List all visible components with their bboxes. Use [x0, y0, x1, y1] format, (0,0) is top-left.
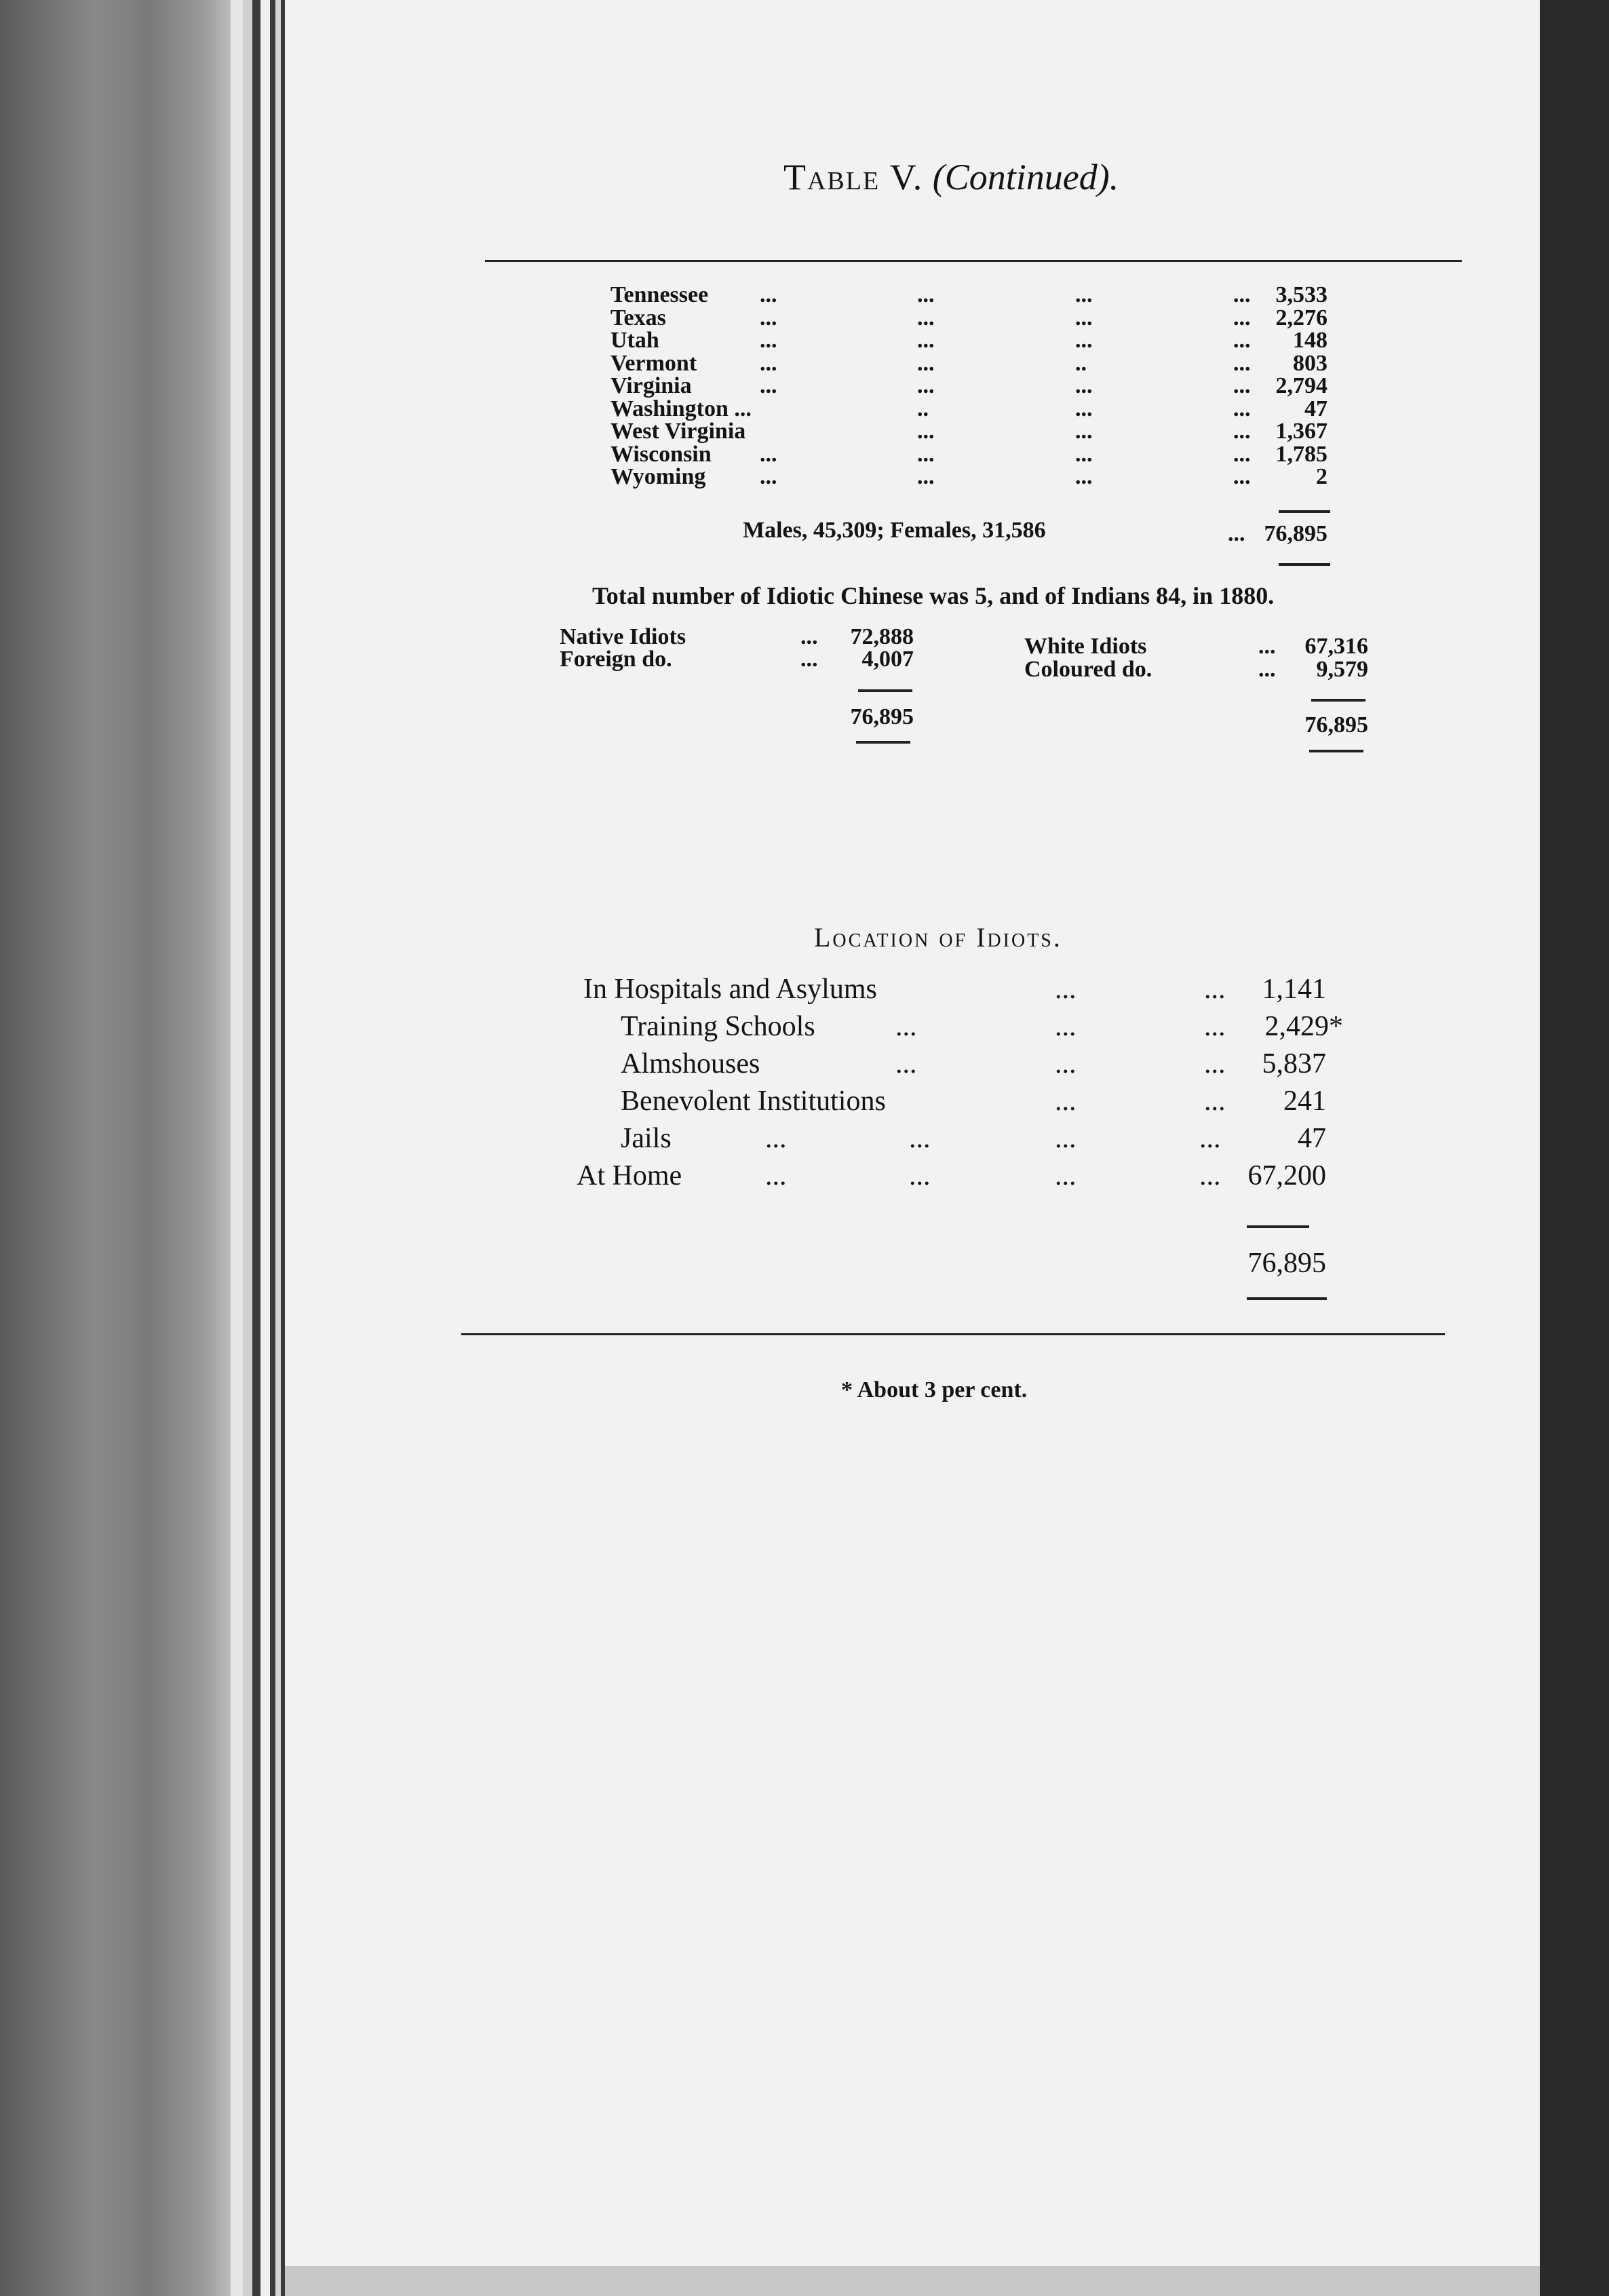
race-value: 9,579 [1316, 657, 1368, 682]
nativity-value: 4,007 [861, 647, 914, 672]
state-name: Utah [610, 328, 659, 353]
leader-dots: ... [1233, 396, 1251, 421]
title-prefix: Table V. [783, 157, 924, 197]
leader-dots: ... [1233, 419, 1251, 444]
location-label: At Home [577, 1160, 682, 1191]
leader-dots: ... [1075, 373, 1093, 398]
location-value: 67,200 [1247, 1160, 1326, 1191]
location-heading: Location of Idiots. [814, 922, 1062, 953]
leader-dots: ... [1204, 974, 1226, 1005]
leader-dots: ... [895, 1011, 917, 1042]
leader-dots: ... [917, 350, 935, 376]
leader-dots: ... [1055, 1123, 1077, 1154]
leader-dots: ... [895, 1048, 917, 1079]
sex-totals-label: Males, 45,309; Females, 31,586 [743, 518, 1046, 543]
leader-dots: ... [1233, 373, 1251, 398]
leader-dots: ... [917, 373, 935, 398]
leader-dots: ... [760, 350, 777, 376]
location-value: 1,141 [1262, 974, 1326, 1005]
book-spine [0, 0, 251, 2296]
page-bottom-edge [285, 2266, 1540, 2296]
leader-dots: ... [1233, 305, 1251, 330]
sum-rule [1279, 510, 1330, 513]
location-value: 5,837 [1262, 1048, 1326, 1079]
leader-dots: ... [765, 1123, 787, 1154]
race-label: Coloured do. [1024, 657, 1152, 682]
leader-dots: ... [760, 464, 777, 489]
leader-dots: .. [1075, 350, 1087, 376]
top-rule [485, 260, 1462, 262]
leader-dots: ... [1055, 974, 1077, 1005]
state-value: 803 [1293, 350, 1327, 376]
leader-dots: ... [1075, 305, 1093, 330]
race-total: 76,895 [1304, 712, 1368, 738]
leader-dots: ... [1055, 1160, 1077, 1191]
leader-dots: ... [1204, 1048, 1226, 1079]
nativity-dots: ... [800, 647, 818, 672]
nativity-value: 72,888 [850, 624, 914, 649]
leader-dots: ... [1233, 464, 1251, 489]
sum-rule [1309, 750, 1363, 752]
state-value: 2 [1316, 464, 1327, 489]
sum-rule [858, 689, 912, 692]
leader-dots: ... [917, 441, 935, 467]
sum-rule [1247, 1297, 1327, 1300]
leader-dots: ... [1075, 419, 1093, 444]
location-label: Almshouses [621, 1048, 760, 1079]
leader-dots: ... [760, 373, 777, 398]
location-value: 2,429* [1264, 1011, 1343, 1042]
page-title [0, 156, 1609, 198]
leader-dots: .. [917, 396, 929, 421]
leader-dots: ... [1233, 441, 1251, 467]
state-name: Wisconsin [610, 441, 712, 467]
leader-dots: ... [909, 1160, 931, 1191]
sum-rule [1311, 699, 1365, 702]
leader-dots: ... [917, 282, 935, 307]
race-dots: ... [1258, 634, 1276, 659]
state-value: 3,533 [1275, 282, 1327, 307]
leader-dots: ... [1199, 1160, 1221, 1191]
leader-dots: ... [917, 419, 935, 444]
leader-dots: ... [1199, 1123, 1221, 1154]
leader-dots: ... [917, 305, 935, 330]
leader-dots: ... [917, 328, 935, 353]
nativity-label: Foreign do. [560, 647, 672, 672]
race-label: White Idiots [1024, 634, 1147, 659]
state-value: 2,794 [1275, 373, 1327, 398]
leader-dots: ... [760, 328, 777, 353]
leader-dots: ... [1233, 282, 1251, 307]
nativity-label: Native Idiots [560, 624, 686, 649]
page-edge [260, 0, 270, 2296]
page-edge [275, 0, 281, 2296]
race-value: 67,316 [1304, 634, 1368, 659]
leader-dots: ... [1075, 441, 1093, 467]
leader-dots: ... [1233, 350, 1251, 376]
leader-dots: ... [1075, 464, 1093, 489]
page-edge [231, 0, 243, 2296]
state-name: Wyoming [610, 464, 706, 489]
nativity-total: 76,895 [850, 704, 914, 729]
state-value: 47 [1304, 396, 1327, 421]
leader-dots: ... [1055, 1011, 1077, 1042]
leader-dots: ... [1055, 1048, 1077, 1079]
sum-rule [856, 741, 910, 744]
leader-dots: ... [1204, 1086, 1226, 1117]
bottom-rule [461, 1333, 1445, 1335]
leader-dots: ... [1075, 328, 1093, 353]
sex-totals-value: 76,895 [1264, 521, 1327, 546]
location-label: Benevolent Institutions [621, 1086, 886, 1117]
state-name: Texas [610, 305, 666, 330]
sex-totals-dots: ... [1228, 521, 1245, 546]
state-value: 1,785 [1275, 441, 1327, 467]
state-name: Virginia [610, 373, 692, 398]
leader-dots: ... [917, 464, 935, 489]
state-name: Washington ... [610, 396, 752, 421]
sum-rule [1247, 1225, 1309, 1228]
title-suffix: (Continued). [932, 157, 1119, 197]
leader-dots: ... [765, 1160, 787, 1191]
page-edge [246, 0, 252, 2296]
state-name: Vermont [610, 350, 697, 376]
leader-dots: ... [1204, 1011, 1226, 1042]
leader-dots: ... [909, 1123, 931, 1154]
leader-dots: ... [760, 441, 777, 467]
race-dots: ... [1258, 657, 1276, 682]
location-value: 47 [1298, 1123, 1326, 1154]
state-value: 2,276 [1275, 305, 1327, 330]
leader-dots: ... [1233, 328, 1251, 353]
state-name: Tennessee [610, 282, 709, 307]
leader-dots: ... [760, 282, 777, 307]
sum-rule [1279, 563, 1330, 566]
chinese-indians-note: Total number of Idiotic Chinese was 5, and of Indians 84, in 1880. [592, 582, 1275, 609]
state-value: 1,367 [1275, 419, 1327, 444]
leader-dots: ... [1075, 282, 1093, 307]
location-total: 76,895 [1247, 1248, 1326, 1279]
page-right-edge [1540, 0, 1609, 2296]
footnote: * About 3 per cent. [841, 1377, 1028, 1402]
nativity-dots: ... [800, 624, 818, 649]
state-value: 148 [1293, 328, 1327, 353]
location-label: In Hospitals and Asylums [583, 974, 877, 1005]
location-value: 241 [1283, 1086, 1326, 1117]
leader-dots: ... [1075, 396, 1093, 421]
leader-dots: ... [760, 305, 777, 330]
state-name: West Virginia [610, 419, 746, 444]
location-label: Jails [621, 1123, 672, 1154]
leader-dots: ... [1055, 1086, 1077, 1117]
location-label: Training Schools [621, 1011, 815, 1042]
